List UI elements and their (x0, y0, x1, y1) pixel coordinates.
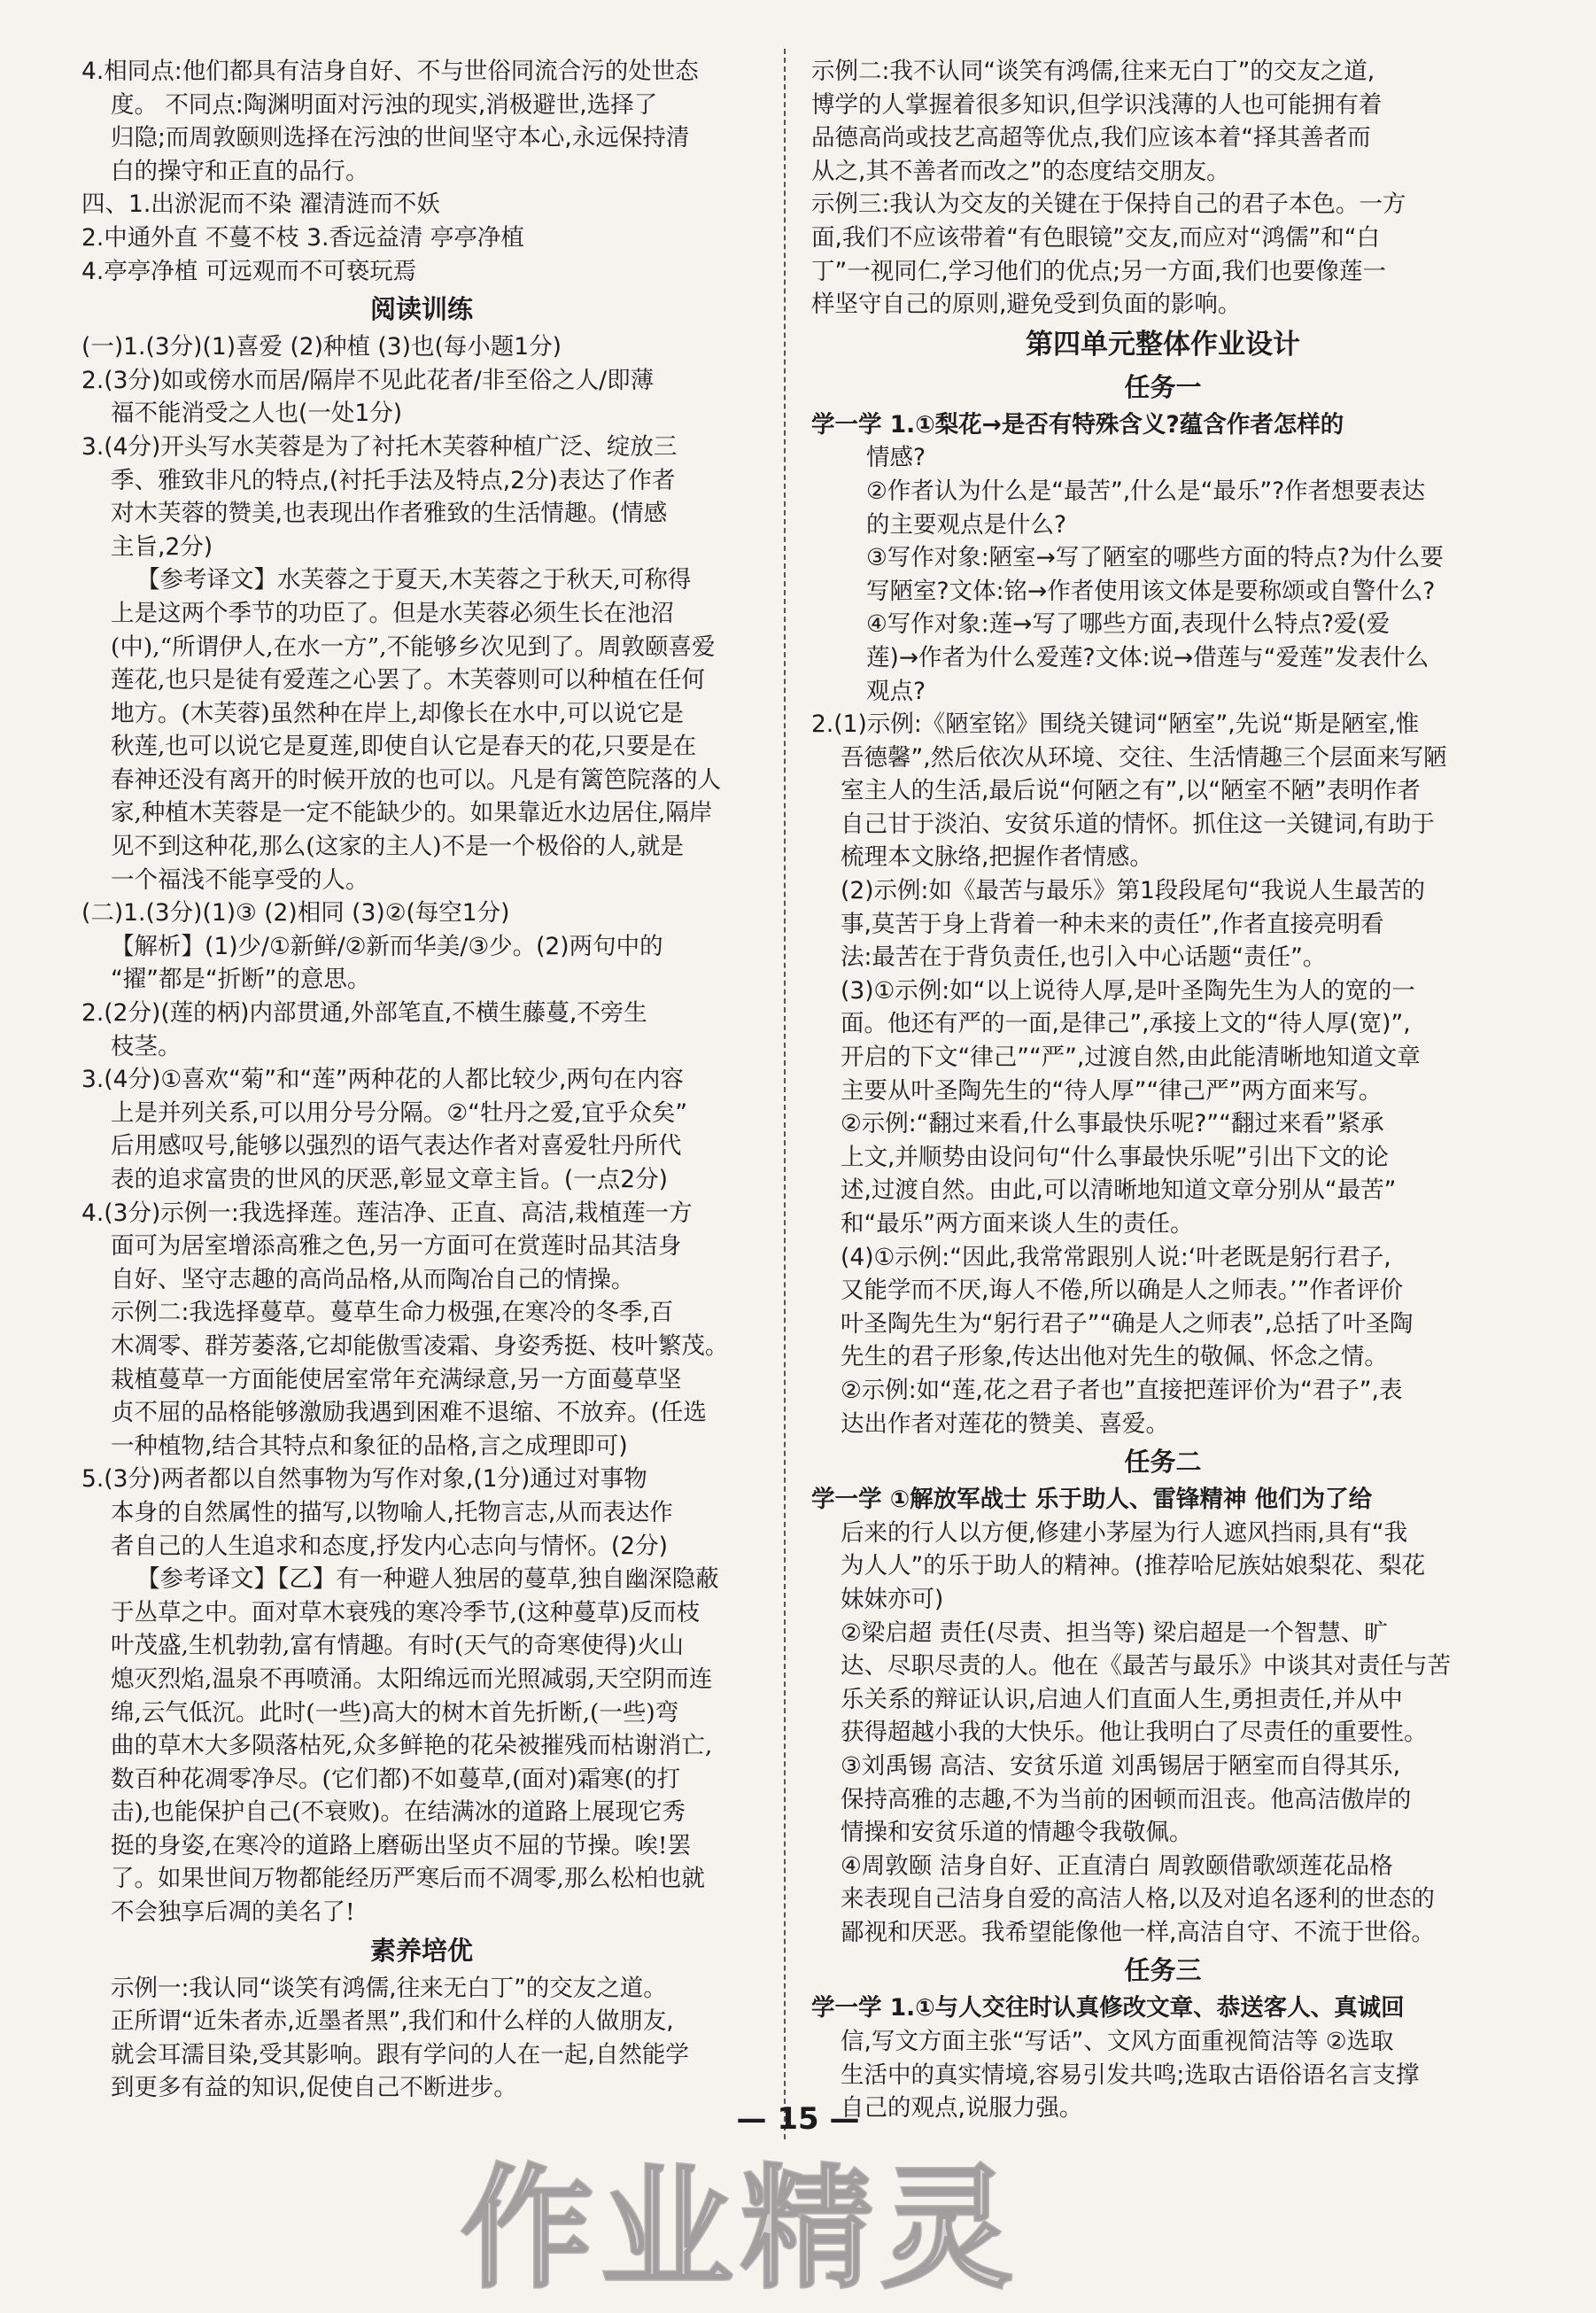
section-heading: 任务三 (1124, 1955, 1202, 1986)
text-line: 枝茎。 (111, 1032, 182, 1060)
text-line: 2.(3分)如或傍水而居/隔岸不见此花者/非至俗之人/即薄 (81, 366, 655, 394)
text-line: “擢”都是“折断”的意思。 (111, 966, 371, 994)
text-line: 击),也能保护自己(不衰败)。在结满冰的道路上展现它秀 (111, 1798, 686, 1827)
text-line: 梳理本文脉络,把握作者情感。 (841, 843, 1153, 872)
text-line: 和“最乐”两方面来谈人生的责任。 (841, 1210, 1194, 1238)
text-line: 面,我们不应该带着“有色眼镜”交友,而应对“鸿儒”和“白 (811, 223, 1380, 252)
text-line: 示例二:我选择蔓草。蔓草生命力极强,在寒冷的冬季,百 (111, 1299, 674, 1327)
text-line: 季、雅致非凡的特点,(衬托手法及特点,2分)表达了作者 (111, 466, 676, 494)
column-divider (784, 49, 787, 2139)
text-line: 室主人的生活,最后说“何陋之有”,以“陋室不陋”表明作者 (841, 777, 1421, 805)
text-line: 挺的身姿,在寒冷的道路上磨砺出坚贞不屈的节操。唉!罢 (111, 1831, 692, 1859)
text-line: ②作者认为什么是“最苦”,什么是“最乐”?作者想要表达 (866, 477, 1426, 505)
text-line: 先生的君子形象,传达出他对先生的敬佩、怀念之情。 (841, 1343, 1388, 1371)
text-line: 又能学而不厌,诲人不倦,所以确是人之师表。’”作者评价 (841, 1277, 1404, 1305)
text-line: 上文,并顺势由设问句“什么事最快乐呢”引出下文的论 (841, 1143, 1389, 1171)
text-line: 后来的行人以方便,修建小茅屋为行人遮风挡雨,具有“我 (841, 1518, 1408, 1547)
text-line: 生活中的真实情境,容易引发共鸣;选取古语俗语名言支撑 (841, 2061, 1420, 2089)
text-line: 2.(2分)(莲的柄)内部贯通,外部笔直,不横生藤蔓,不旁生 (81, 999, 647, 1028)
text-line: 3.(4分)开头写水芙蓉是为了衬托木芙蓉种植广泛、绽放三 (81, 432, 678, 461)
text-line: 【参考译文】【乙】有一种避人独居的蔓草,独自幽深隐蔽 (136, 1565, 719, 1594)
text-line: 栽植蔓草一方面能使居室常年充满绿意,另一方面蔓草坚 (111, 1365, 682, 1393)
text-line: ③写作对象:陋室→写了陋室的哪些方面的特点?为什么要 (866, 544, 1444, 572)
text-line: 表的追求富贵的世风的厌恶,彰显文章主旨。(一点2分) (111, 1166, 668, 1193)
text-line: 家,种植木芙蓉是一定不能缺少的。如果靠近水边居住,隔岸 (111, 799, 713, 827)
text-line: 自己的观点,说服力强。 (841, 2094, 1083, 2123)
text-line: 4.(3分)示例一:我选择莲。莲洁净、正直、高洁,栽植莲一方 (81, 1199, 693, 1227)
text-line: 到更多有益的知识,促使自己不断进步。 (111, 2074, 517, 2102)
text-line: ②示例:如“莲,花之君子者也”直接把莲评价为“君子”,表 (841, 1376, 1403, 1404)
left-column (81, 55, 762, 2105)
text-line: 丁”一视同仁,学习他们的优点;另一方面,我们也要像莲一 (811, 257, 1387, 285)
text-line: 学一学 1.①与人交往时认真修改文章、恭送客人、真诚回 (811, 1994, 1405, 2022)
text-line: 妹妹亦可) (841, 1585, 944, 1613)
text-line: 4.亭亭净植 可远观而不可亵玩焉 (81, 257, 417, 285)
text-line: 曲的草木大多陨落枯死,众多鲜艳的花朵被摧残而枯谢消亡, (111, 1732, 713, 1760)
text-line: 春神还没有离开的时候开放的也可以。凡是有篱笆院落的人 (111, 765, 721, 794)
text-line: 2.中通外直 不蔓不枝 3.香远益清 亭亭净植 (81, 223, 524, 252)
text-line: 吾德馨”,然后依次从环境、交往、生活情趣三个层面来写陋 (841, 743, 1447, 772)
text-line: 面可为居室增添高雅之色,另一方面可在赏莲时品其洁身 (111, 1232, 682, 1261)
text-line: 见不到这种花,那么(这家的主人)不是一个极俗的人,就是 (111, 833, 685, 861)
section-heading: 第四单元整体作业设计 (1026, 328, 1300, 361)
text-line: (2)示例:如《最苦与最乐》第1段段尾句“我说人生最苦的 (841, 877, 1426, 905)
text-line: 【参考译文】水芙蓉之于夏天,木芙蓉之于秋天,可称得 (136, 566, 692, 594)
text-line: 从之,其不善者而改之”的态度结交朋友。 (811, 157, 1230, 185)
text-line: (4)①示例:“因此,我常常跟别人说:‘叶老既是躬行君子, (841, 1243, 1391, 1271)
text-line: 保持高雅的志趣,不为当前的困顿而沮丧。他高洁傲岸的 (841, 1785, 1412, 1813)
text-line: ③刘禹锡 高洁、安贫乐道 刘禹锡居于陋室而自得其乐, (841, 1751, 1401, 1780)
text-line: 写陋室?文体:铭→作者使用该文体是要称颂或自警什么? (866, 577, 1436, 605)
text-line: 正所谓“近朱者赤,近墨者黑”,我们和什么样的人做朋友, (111, 2007, 674, 2036)
section-heading: 素养培优 (369, 1935, 473, 1966)
text-line: 来表现自己洁身自爱的高洁人格,以及对追名逐利的世态的 (841, 1885, 1435, 1913)
text-line: 开启的下文“律己”“严”,过渡自然,由此能清晰地知道文章 (841, 1044, 1421, 1072)
text-line: (中),“所谓伊人,在水一方”,不能够乡次见到了。周敦颐喜爱 (111, 633, 716, 661)
text-line: 学一学 1.①梨花→是否有特殊含义?蕴含作者怎样的 (811, 410, 1344, 439)
text-line: 熄灭烈焰,温泉不再喷涌。太阳绵远而光照减弱,天空阴而连 (111, 1665, 713, 1693)
text-line: 乐关系的辩证认识,启迪人们直面人生,勇担责任,并从中 (841, 1685, 1403, 1713)
text-line: 的主要观点是什么? (866, 510, 1067, 539)
text-line: (一)1.(3分)(1)喜爱 (2)种植 (3)也(每小题1分) (81, 333, 562, 361)
right-column (811, 55, 1515, 2125)
text-line: 信,写文方面主张“写话”、文风方面重视简洁等 ②选取 (841, 2028, 1394, 2056)
text-line: 观点? (866, 677, 926, 705)
text-line: 主要从叶圣陶先生的“待人厚”“律己严”两方面来写。 (841, 1076, 1383, 1105)
text-line: 度。 不同点:陶渊明面对污浊的现实,消极避世,选择了 (111, 90, 658, 119)
text-line: 不会独享后凋的美名了! (111, 1898, 355, 1927)
text-line: 莲)→作者为什么爱莲?文体:说→借莲与“爱莲”发表什么 (866, 643, 1429, 671)
text-line: 了。如果世间万物都能经历严寒后而不凋零,那么松柏也就 (111, 1865, 705, 1893)
text-line: 主旨,2分) (111, 532, 213, 561)
text-line: 【解析】(1)少/①新鲜/②新而华美/③少。(2)两句中的 (111, 932, 663, 960)
text-line: 鄙视和厌恶。我希望能像他一样,高洁自守、不流于世俗。 (841, 1918, 1435, 1946)
text-line: 述,过渡自然。由此,可以清晰地知道文章分别从“最苦” (841, 1176, 1397, 1205)
text-line: 后用感叹号,能够以强烈的语气表达作者对喜爱牡丹所代 (111, 1132, 682, 1160)
text-line: 示例一:我认同“谈笑有鸿儒,往来无白丁”的交友之道。 (111, 1974, 667, 2002)
text-line: 博学的人掌握着很多知识,但学识浅薄的人也可能拥有着 (811, 90, 1383, 119)
text-line: 样坚守自己的原则,避免受到负面的影响。 (811, 291, 1242, 319)
text-line: (3)①示例:如“以上说待人厚,是叶圣陶先生为人的宽的一 (841, 976, 1415, 1005)
watermark-logo: 作业精灵 (461, 2153, 1021, 2307)
text-line: 一种植物,结合其特点和象征的品格,言之成理即可) (111, 1432, 628, 1460)
section-heading: 任务二 (1124, 1447, 1202, 1478)
text-line: 获得超越小我的大快乐。他让我明白了尽责任的重要性。 (841, 1719, 1428, 1747)
section-heading: 阅读训练 (369, 294, 473, 325)
text-line: ②示例:“翻过来看,什么事最快乐呢?”“翻过来看”紧承 (841, 1110, 1384, 1138)
text-line: 上是这两个季节的功臣了。但是水芙蓉必须生长在池沼 (111, 599, 674, 627)
text-line: 示例二:我不认同“谈笑有鸿儒,往来无白丁”的交友之道, (811, 58, 1375, 85)
text-line: 秋莲,也可以说它是夏莲,即使自认它是春天的花,只要是在 (111, 733, 697, 761)
text-line: ④周敦颐 洁身自好、正直清白 周敦颐借歌颂莲花品格 (841, 1851, 1393, 1880)
text-line: 自己甘于淡泊、安贫乐道的情怀。抓住这一关键词,有助于 (841, 810, 1435, 838)
text-line: 本身的自然属性的描写,以物喻人,托物言志,从而表达作 (111, 1498, 673, 1526)
text-line: 情操和安贫乐道的情趣令我敬佩。 (841, 1819, 1193, 1847)
text-line: 示例三:我认为交友的关键在于保持自己的君子本色。一方 (811, 190, 1406, 219)
text-line: 达出作者对莲花的赞美、喜爱。 (841, 1409, 1169, 1438)
text-line: 品德高尚或技艺高超等优点,我们应该本着“择其善者而 (811, 124, 1371, 152)
text-line: 为人人”的乐于助人的精神。(推荐哈尼族姑娘梨花、梨花 (841, 1552, 1426, 1580)
text-line: 自好、坚守志趣的高尚品格,从而陶冶自己的情操。 (111, 1265, 635, 1293)
text-line: 情感? (866, 444, 926, 472)
text-line: 福不能消受之人也(一处1分) (111, 400, 403, 428)
text-line: 3.(4分)①喜欢“菊”和“莲”两种花的人都比较少,两句在内容 (81, 1066, 684, 1094)
text-line: 地方。(木芙蓉)虽然种在岸上,却像长在水中,可以说它是 (111, 699, 685, 727)
text-line: 者自己的人生追求和态度,抒发内心志向与情怀。(2分) (111, 1532, 668, 1560)
text-line: 绵,云气低沉。此时(一些)高大的树木首先折断,(一些)弯 (111, 1698, 679, 1727)
text-line: 四、1.出淤泥而不染 濯清涟而不妖 (81, 190, 440, 219)
text-line: 叶茂盛,生机勃勃,富有情趣。有时(天气的奇寒使得)火山 (111, 1632, 685, 1660)
text-line: 一个福浅不能享受的人。 (111, 865, 369, 894)
text-line: 法:最苦在于背负责任,也引入中心话题“责任”。 (841, 943, 1327, 972)
text-line: 归隐;而周敦颐则选择在污浊的世间坚守本心,永远保持清 (111, 124, 690, 152)
text-line: 达、尽职尽责的人。他在《最苦与最乐》中谈其对责任与苦 (841, 1652, 1451, 1680)
text-line: 木凋零、群芳萎落,它却能傲雪凌霜、身姿秀挺、枝叶繁茂。 (111, 1331, 729, 1360)
text-line: 于丛草之中。面对草木衰残的寒冷季节,(这种蔓草)反而枝 (111, 1598, 701, 1626)
text-line: 对木芙蓉的赞美,也表现出作者雅致的生活情趣。(情感 (111, 500, 668, 528)
text-line: 学一学 ①解放军战士 乐于助人、雷锋精神 他们为了给 (811, 1486, 1373, 1514)
text-line: 事,莫苦于身上背着一种未来的责任”,作者直接亮明看 (841, 910, 1384, 938)
text-line: 数百种花凋零净尽。(它们都)不如蔓草,(面对)霜寒(的打 (111, 1765, 681, 1793)
text-line: 面。他还有严的一面,是律己”,承接上文的“待人厚(宽)”, (841, 1010, 1411, 1038)
section-heading: 任务一 (1124, 371, 1202, 402)
text-line: 白的操守和正直的品行。 (111, 157, 369, 185)
text-line: 5.(3分)两者都以自然事物为写作对象,(1分)通过对事物 (81, 1465, 647, 1494)
text-line: 莲花,也只是徒有爱莲之心罢了。木芙蓉则可以种植在任何 (111, 666, 705, 695)
text-line: (二)1.(3分)(1)③ (2)相同 (3)②(每空1分) (81, 899, 510, 928)
text-line: ②梁启超 责任(尽责、担当等) 梁启超是一个智慧、旷 (841, 1618, 1388, 1647)
page-number: — 15 — (736, 2101, 860, 2137)
text-line: 叶圣陶先生为“躬行君子”“确是人之师表”,总括了叶圣陶 (841, 1309, 1414, 1338)
text-line: 上是并列关系,可以用分号分隔。②“牡丹之爱,宜乎众矣” (111, 1098, 688, 1127)
text-line: 就会耳濡目染,受其影响。跟有学问的人在一起,自然能学 (111, 2040, 689, 2069)
text-line: 4.相同点:他们都具有洁身自好、不与世俗同流合污的处世态 (81, 58, 699, 85)
text-line: ④写作对象:莲→写了哪些方面,表现什么特点?爱(爱 (866, 610, 1391, 639)
text-line: 2.(1)示例:《陋室铭》围绕关键词“陋室”,先说“斯是陋室,惟 (811, 710, 1420, 739)
text-line: 贞不屈的品格能够激励我遇到困难不退缩、不放弃。(任选 (111, 1399, 707, 1427)
